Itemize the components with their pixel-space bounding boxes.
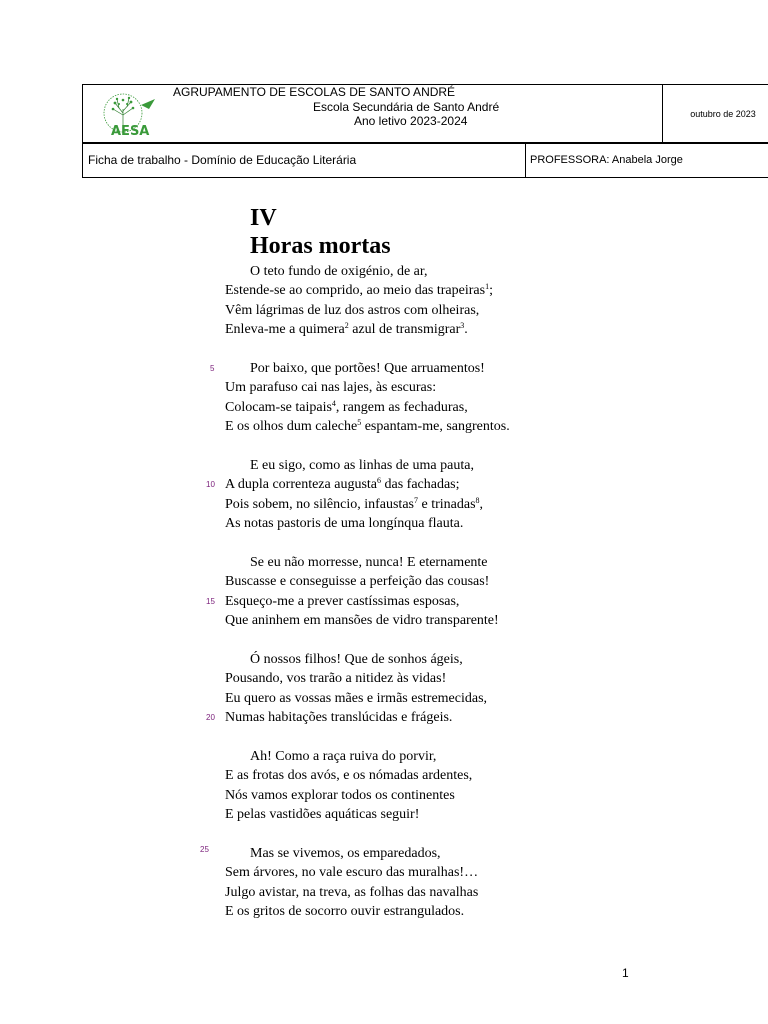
line-number: 15 xyxy=(206,596,215,606)
verse-text: Um parafuso cai nas lajes, às escuras: xyxy=(225,380,437,396)
verse-text: azul de transmigrar xyxy=(348,322,461,338)
line-number: 20 xyxy=(206,713,215,723)
verse-text: Eu quero as vossas mães e irmãs estremecidas, xyxy=(225,690,488,706)
verse-text: Pois sobem, no silêncio, infaustas xyxy=(225,496,414,512)
poem-verse xyxy=(225,399,468,417)
footnote-marker: 8 xyxy=(475,495,480,505)
verse-text: E as frotas dos avós, e os nómadas ardentes, xyxy=(225,768,473,784)
poem-verse xyxy=(225,418,510,436)
poem-verse xyxy=(250,554,488,572)
poem-verse xyxy=(225,496,483,514)
poem-verse xyxy=(225,884,478,902)
verse-text: Se eu não morresse, nunca! E eternamente xyxy=(250,555,488,570)
poem-verse xyxy=(250,457,474,475)
verse-text: Que aninhem em mansões de vidro transparente! xyxy=(225,613,499,629)
school-group-name: AGRUPAMENTO DE ESCOLAS DE SANTO ANDRÉ xyxy=(173,85,456,99)
poem-verse xyxy=(225,379,436,397)
poem-verse xyxy=(225,573,489,591)
poem-section-number: IV xyxy=(250,205,277,231)
verse-text: E eu sigo, como as linhas de uma pauta, xyxy=(250,458,474,473)
poem-verse xyxy=(225,593,459,611)
logo-text: AESA xyxy=(111,124,150,139)
verse-text: Pousando, vos trarão a nitidez às vidas! xyxy=(225,671,447,687)
footnote-marker: 1 xyxy=(485,282,490,292)
line-number: 25 xyxy=(200,845,209,854)
school-year: Ano letivo 2023-2024 xyxy=(354,114,468,128)
verse-text: Mas se vivemos, os emparedados, xyxy=(250,846,441,861)
verse-text: Sem árvores, no vale escuro das muralhas!… xyxy=(225,865,479,881)
footnote-marker: 7 xyxy=(414,495,418,505)
verse-text: Estende-se ao comprido, ao meio das trapeiras xyxy=(225,283,486,299)
poem-verse xyxy=(225,787,455,805)
verse-text: Buscasse e conseguisse a perfeição das cousas! xyxy=(225,574,490,590)
poem-verse xyxy=(225,476,460,494)
verse-text: E pelas vastidões aquáticas seguir! xyxy=(225,807,420,823)
worksheet-title: Ficha de trabalho - Domínio de Educação Literária xyxy=(88,153,357,167)
verse-text: . xyxy=(464,322,468,338)
verse-text: , rangem as fechaduras, xyxy=(335,399,468,415)
poem-verse xyxy=(225,670,446,688)
poem-verse xyxy=(250,263,428,281)
verse-text: Vêm lágrimas de luz dos astros com olheiras, xyxy=(225,302,480,318)
verse-text: Julgo avistar, na treva, as folhas das navalhas xyxy=(225,884,479,900)
verse-text: A dupla correnteza augusta xyxy=(225,477,377,493)
verse-text: O teto fundo de oxigénio, de ar, xyxy=(250,264,428,279)
verse-text: espantam-me, sangrentos. xyxy=(361,419,510,435)
verse-text: e trinadas xyxy=(418,496,476,512)
footnote-marker: 2 xyxy=(344,321,349,331)
worksheet-cell xyxy=(83,143,526,178)
poem-verse xyxy=(225,302,479,320)
school-logo-icon xyxy=(97,91,161,139)
verse-text: ; xyxy=(489,283,493,299)
poem-verse xyxy=(225,709,452,727)
teacher-name: PROFESSORA: Anabela Jorge xyxy=(530,154,683,166)
document-date: outubro de 2023 xyxy=(690,109,756,119)
verse-text: Numas habitações translúcidas e frágeis. xyxy=(225,710,453,726)
poem-verse xyxy=(250,845,441,863)
poem-verse xyxy=(225,864,478,882)
verse-text: E os olhos dum caleche xyxy=(225,419,358,435)
school-header-cell xyxy=(83,85,663,144)
verse-text: das fachadas; xyxy=(381,477,460,493)
verse-text: Por baixo, que portões! Que arruamentos! xyxy=(250,361,485,376)
poem-verse xyxy=(225,903,464,921)
verse-text: Esqueço-me a prever castíssimas esposas, xyxy=(225,593,460,609)
verse-text: As notas pastoris de uma longínqua flauta. xyxy=(225,516,464,532)
verse-text: E os gritos de socorro ouvir estrangulados. xyxy=(225,904,465,920)
header-table xyxy=(82,84,768,144)
poem-verse xyxy=(250,651,463,669)
line-number: 10 xyxy=(206,480,215,490)
poem-verse xyxy=(225,690,487,708)
verse-text: Ó nossos filhos! Que de sonhos ágeis, xyxy=(250,652,463,667)
poem-verse xyxy=(250,360,485,378)
footnote-marker: 6 xyxy=(377,476,381,486)
school-name: Escola Secundária de Santo André xyxy=(313,100,500,114)
poem-verse xyxy=(250,748,436,766)
poem-verse xyxy=(225,612,499,630)
poem-verse xyxy=(225,282,493,300)
footnote-marker: 4 xyxy=(331,398,336,408)
footnote-marker: 3 xyxy=(460,321,465,331)
footnote-marker: 5 xyxy=(357,418,362,428)
verse-text: Ah! Como a raça ruiva do porvir, xyxy=(250,749,437,764)
poem-verse xyxy=(225,321,468,339)
poem-verse xyxy=(225,767,472,785)
verse-text: Colocam-se taipais xyxy=(225,399,332,415)
poem-verse xyxy=(225,515,463,533)
poem-verse xyxy=(225,806,419,824)
teacher-cell xyxy=(526,143,768,178)
verse-text: , xyxy=(479,496,484,512)
verse-text: Nós vamos explorar todos os continentes xyxy=(225,787,455,803)
info-table xyxy=(82,142,768,178)
poem-title: Horas mortas xyxy=(250,233,391,259)
line-number: 5 xyxy=(210,364,215,373)
verse-text: Enleva-me a quimera xyxy=(225,322,345,338)
page-number: 1 xyxy=(622,966,629,980)
date-cell xyxy=(663,85,768,144)
